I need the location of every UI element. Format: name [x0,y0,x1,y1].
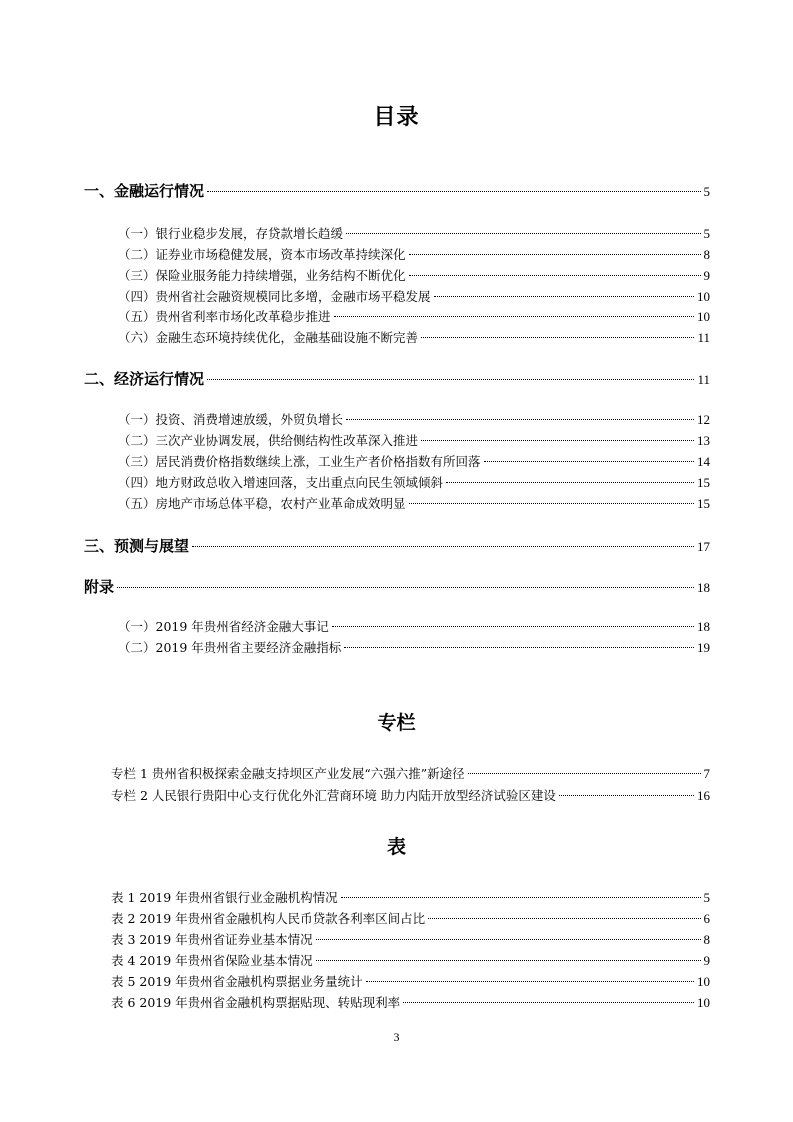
table-entry[interactable] [111,993,710,1011]
toc-title: 目录 [373,105,420,130]
toc-entry-label: （一）2019 年贵州省经济金融大事记 [118,619,329,634]
toc-entry[interactable] [118,328,710,346]
toc-page-number: 9 [703,268,710,283]
leader-dots [334,316,694,317]
toc-section-label: 三、预测与展望 [84,537,190,555]
leader-dots [421,337,694,338]
table-entry-label: 表 6 2019 年贵州省金融机构票据贴现、转贴现利率 [111,995,401,1010]
leader-dots [192,546,694,547]
column-entry-label: 专栏 2 人民银行贵阳中心支行优化外汇营商环境 助力内陆开放型经济试验区建设 [111,788,556,803]
toc-entry[interactable] [118,266,710,284]
toc-page-number: 12 [697,412,710,427]
toc-entry-label: （四）贵州省社会融资规模同比多增，金融市场平稳发展 [118,289,431,304]
toc-page-number: 18 [697,580,710,595]
toc-entry-label: （一）投资、消费增速放缓，外贸负增长 [118,412,344,427]
table-entry-label: 表 4 2019 年贵州省保险业基本情况 [111,953,313,968]
toc-page-number: 15 [697,496,710,511]
toc-entry[interactable] [118,224,710,242]
leader-dots [207,379,694,380]
toc-page-number: 7 [703,766,710,781]
leader-dots [207,191,700,192]
toc-section-label: 一、金融运行情况 [84,182,205,200]
toc-entry-label: （二）证券业市场稳健发展，资本市场改革持续深化 [118,247,406,262]
column-entry-label: 专栏 1 贵州省积极探索金融支持坝区产业发展“六强六推”新途径 [111,766,465,781]
toc-entry[interactable] [118,245,710,263]
toc-entry[interactable] [118,638,710,656]
toc-page-number: 5 [703,184,710,199]
toc-entry[interactable] [118,410,710,428]
leader-dots [421,440,694,441]
leader-dots [409,275,701,276]
toc-entry-label: （三）居民消费价格指数继续上涨，工业生产者价格指数有所回落 [118,454,481,469]
leader-dots [409,254,701,255]
leader-dots [346,419,694,420]
toc-entry-label: （五）贵州省利率市场化改革稳步推进 [118,309,331,324]
toc-page-number: 10 [697,289,710,304]
toc-entry[interactable] [118,287,710,305]
toc-page-number: 5 [703,890,710,905]
leader-dots [316,960,701,961]
leader-dots [484,461,694,462]
leader-dots [346,233,700,234]
leader-dots [332,626,694,627]
leader-dots [344,647,694,648]
toc-section-label: 附录 [84,578,115,596]
table-entry[interactable] [111,888,710,906]
table-entry-label: 表 3 2019 年贵州省证券业基本情况 [111,932,313,947]
toc-section-appendix[interactable] [84,576,710,597]
leader-dots [428,918,700,919]
tables-title: 表 [386,836,406,858]
toc-page-number: 10 [697,974,710,989]
table-entry[interactable] [111,930,710,948]
toc-page-number: 15 [697,475,710,490]
toc-page-number: 10 [697,309,710,324]
toc-section-label: 二、经济运行情况 [84,370,205,388]
table-entry[interactable] [111,972,710,990]
page-number-footer: 3 [393,1030,400,1044]
toc-page-number: 16 [697,788,710,803]
toc-page-number: 19 [697,640,710,655]
table-entry[interactable] [111,951,710,969]
toc-page-number: 8 [703,932,710,947]
leader-dots [468,773,701,774]
toc-page-number: 5 [703,226,710,241]
toc-entry[interactable] [118,473,710,491]
toc-page-number: 10 [697,995,710,1010]
leader-dots [117,587,694,588]
toc-entry[interactable] [118,452,710,470]
toc-page-number: 11 [697,372,710,387]
table-entry-label: 表 1 2019 年贵州省银行业金融机构情况 [111,890,338,905]
leader-dots [559,795,694,796]
toc-page-number: 8 [703,247,710,262]
toc-entry[interactable] [118,494,710,512]
toc-entry-label: （六）金融生态环境持续优化，金融基础设施不断完善 [118,330,419,345]
toc-page-number: 6 [703,911,710,926]
table-entry-label: 表 5 2019 年贵州省金融机构票据业务量统计 [111,974,363,989]
table-entry[interactable] [111,909,710,927]
leader-dots [316,939,701,940]
toc-section-1[interactable] [84,180,710,201]
toc-entry-label: （一）银行业稳步发展，存贷款增长趋缓 [118,226,344,241]
toc-entry-label: （三）保险业服务能力持续增强，业务结构不断优化 [118,268,406,283]
table-entry-label: 表 2 2019 年贵州省金融机构人民币贷款各利率区间占比 [111,911,426,926]
leader-dots [366,981,694,982]
leader-dots [403,1002,694,1003]
leader-dots [341,897,701,898]
column-entry[interactable] [111,786,710,804]
toc-entry-label: （四）地方财政总收入增速回落，支出重点向民生领域倾斜 [118,475,444,490]
leader-dots [434,296,694,297]
toc-page-number: 14 [697,454,710,469]
column-entry[interactable] [111,764,710,782]
toc-page-number: 9 [703,953,710,968]
toc-page-number: 18 [697,619,710,634]
leader-dots [446,482,694,483]
toc-entry[interactable] [118,307,710,325]
toc-entry-label: （二）三次产业协调发展，供给侧结构性改革深入推进 [118,433,419,448]
toc-page-number: 13 [697,433,710,448]
toc-entry[interactable] [118,617,710,635]
toc-entry-label: （五）房地产市场总体平稳，农村产业革命成效明显 [118,496,406,511]
toc-page-number: 11 [697,330,710,345]
toc-section-3[interactable] [84,535,710,556]
toc-entry[interactable] [118,431,710,449]
columns-title: 专栏 [377,712,416,734]
toc-section-2[interactable] [84,368,710,389]
toc-page-number: 17 [697,539,710,554]
leader-dots [409,503,694,504]
toc-entry-label: （二）2019 年贵州省主要经济金融指标 [118,640,342,655]
